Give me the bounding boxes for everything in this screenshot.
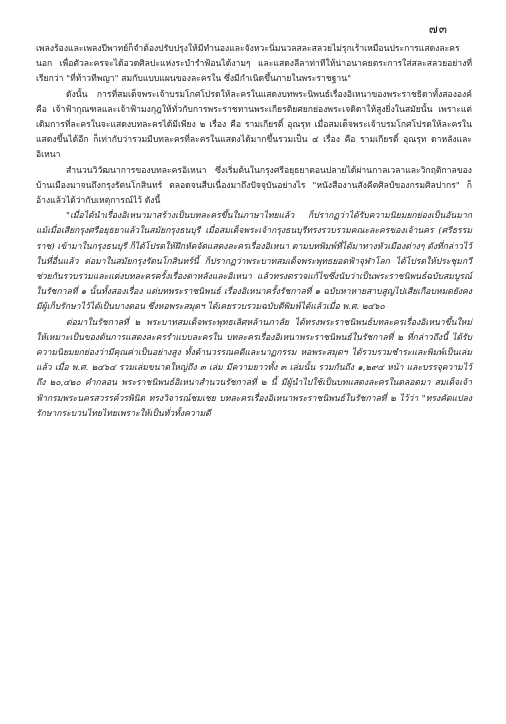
paragraph: เพลงร้องและเพลงปีพาทย์ก็จำต้องปรับปรุงให้มีทำนองและจังหวะนิ่มนวลสละสลวยไม่รุกเร้าเหมือนประการแสดงละครนอก เพื่อตัวละครจะได้อวดศิลปะแห่งระบำรำฟ้อนได้งามๆ และแสดงลีลาท่าทีให้น่าอนาคยตระการใส่สละสลวยอย่างที่เรียกว่า "ที่ท้าวทีพญา" สมกับแบบแผนของละครใน ซึ่งมีกำเนิดขึ้นภายในพระราชฐาน" (36, 44, 472, 85)
paragraph: สำนวนวิวัฒนาการของบทละครอิเหนา ซึ่งเริ่มต้นในกรุงศรีอยุธยาตอนปลายได้ผ่านกาลเวลาและวิกฤติกาลของบ้านเมืองมาจนถึงกรุงรัตนโกสินทร์ ตลอดจนสืบเนื่องมาถึงปัจจุบันอย่างไร "หนังสืองานสังคีตศิลป์ของกรมศิลปากร" ก็อ้างแล้วได้ว่ากับเหตุการณ์ไว้ ดังนี้ (36, 165, 472, 207)
quote-paragraph: "เมื่อได้นำเรื่องอิเหนามาสร้างเป็นบทละครขึ้นในภาษาไทยแล้ว ก็ปรากฏว่าได้รับความนิยมยกย่องเป็นอันมาก แม้เมื่อเสียกรุงศรีอยุธยาแล้วในสมัยกรุงธนบุรี เมื่อสมเด็จพระเจ้ากรุงธนบุรีทรงรวบรวมคณะละครของเจ้านคร (ศรีธรรมราช) เข้ามาในกรุงธนบุรี ก็ได้โปรดให้ฝึกหัดจัดแสดงละครเรื่องอิเหนา ตามบทพิมพ์ที่ได้มาทางหัวเมืองต่างๆ ดังที่กล่าวไว้ในที่อื่นแล้ว ต่อมาในสมัยกรุงรัตนโกสินทร์นี้ ก็ปรากฏว่าพระบาทสมเด็จพระพุทธยอดฟ้าจุฬาโลก ได้โปรดให้ประชุมกวีช่วยกันรวบรวมและแต่งบทละครครั้งเรื่องดาหลังและอิเหนา แล้วทรงตรวจแก้ไขซึ่งนับว่าเป็นพระราชนิพนธ์ฉบับสมบูรณ์ในรัชกาลที่ ๑ นั้นทั้งสองเรื่อง แต่บทพระราชนิพนธ์ เรื่องอิเหนาครั้งรัชกาลที่ ๑ ฉบับหาหายสาบสูญไปเสียเกือบหมดยังคงมีผู้เก็บรักษาไว้ได้เป็นบางตอน ซึ่งหอพระสมุดฯ ได้เคยรวบรวมฉบับตีพิมพ์ได้แล้วเมื่อ พ.ศ. ๒๔๖๐ (36, 211, 472, 313)
quote-paragraph: ต่อมาในรัชกาลที่ ๒ พระบาทสมเด็จพระพุทธเลิศหล้านภาลัย ได้ทรงพระราชนิพนธ์บทละครเรื่องอิเหนาขึ้นใหม่ ให้เหมาะเป็นของต้นการแสดงละครรำแบบละครใน บทละครเรื่องอิเหนาพระราชนิพนธ์ในรัชกาลที่ ๒ ที่กล่าวถึงนี้ ได้รับความนิยมยกย่องว่ามีคุณค่าเป็นอย่างสูง ทั้งด้านวรรณคดีและนาฏกรรม หอพระสมุดฯ ได้รวบรวมชำระและพิมพ์เป็นเล่มแล้ว เมื่อ พ.ศ. ๒๔๖๔ รวมเล่มขนาดใหญ่ถึง ๓ เล่ม มีความยาวทั้ง ๓ เล่มนั้น รวมกันถึง ๑,๒๙๔ หน้า และบรรจุความไว้ถึง ๒๐,๔๒๐ คำกลอน พระราชนิพนธ์อิเหนาสำนวนรัชกาลที่ ๒ นี้ มีผู้นำไปใช้เป็นบทแสดงละครในตลอดมา สมเด็จเจ้าฟ้ากรมพระนครสวรรค์วรพินิต ทรงวิจารณ์ชมเชย บทละครเรื่องอิเหนาพระราชนิพนธ์ในรัชกาลที่ ๒ ไว้ว่า "ทรงคัดแปลงรักษากระบวนไทยไทยเพราะให้เป็นทั่วทั้งความดี (36, 317, 472, 419)
paragraph: ดังนั้น การที่สมเด็จพระเจ้าบรมโกศโปรดให้ละครในแสดงบทพระนิพนธ์เรื่องอิเหนาของพระราชธิดาทั้งสององค์คือ เจ้าฟ้ากุณฑลและเจ้าฟ้ามงกุฎให้ทั่วกับการพระราชทานพระเกียรติยศยกย่องพระเจดิดาให้สูงยิ่งในสมัยนั้น เพราะแต่เดิมการที่ละครในจะแสดงบทละครได้มีเพียง ๒ เรื่อง คือ รามเกียรติ์ อุณรุท เมื่อสมเด็จพระเจ้าบรมโกศโปรดให้ละครในแสดงขึ้นได้อีก ก็เท่ากับว่ารวมมีบทละครที่ละครในแสดงได้มากขึ้นรวมเป็น ๔ เรื่อง คือ รามเกียรติ์ อุณรุท ดาหลังและอิเหนา (36, 89, 472, 161)
page-number: ๗๓ (428, 22, 448, 36)
body-text (36, 42, 472, 422)
